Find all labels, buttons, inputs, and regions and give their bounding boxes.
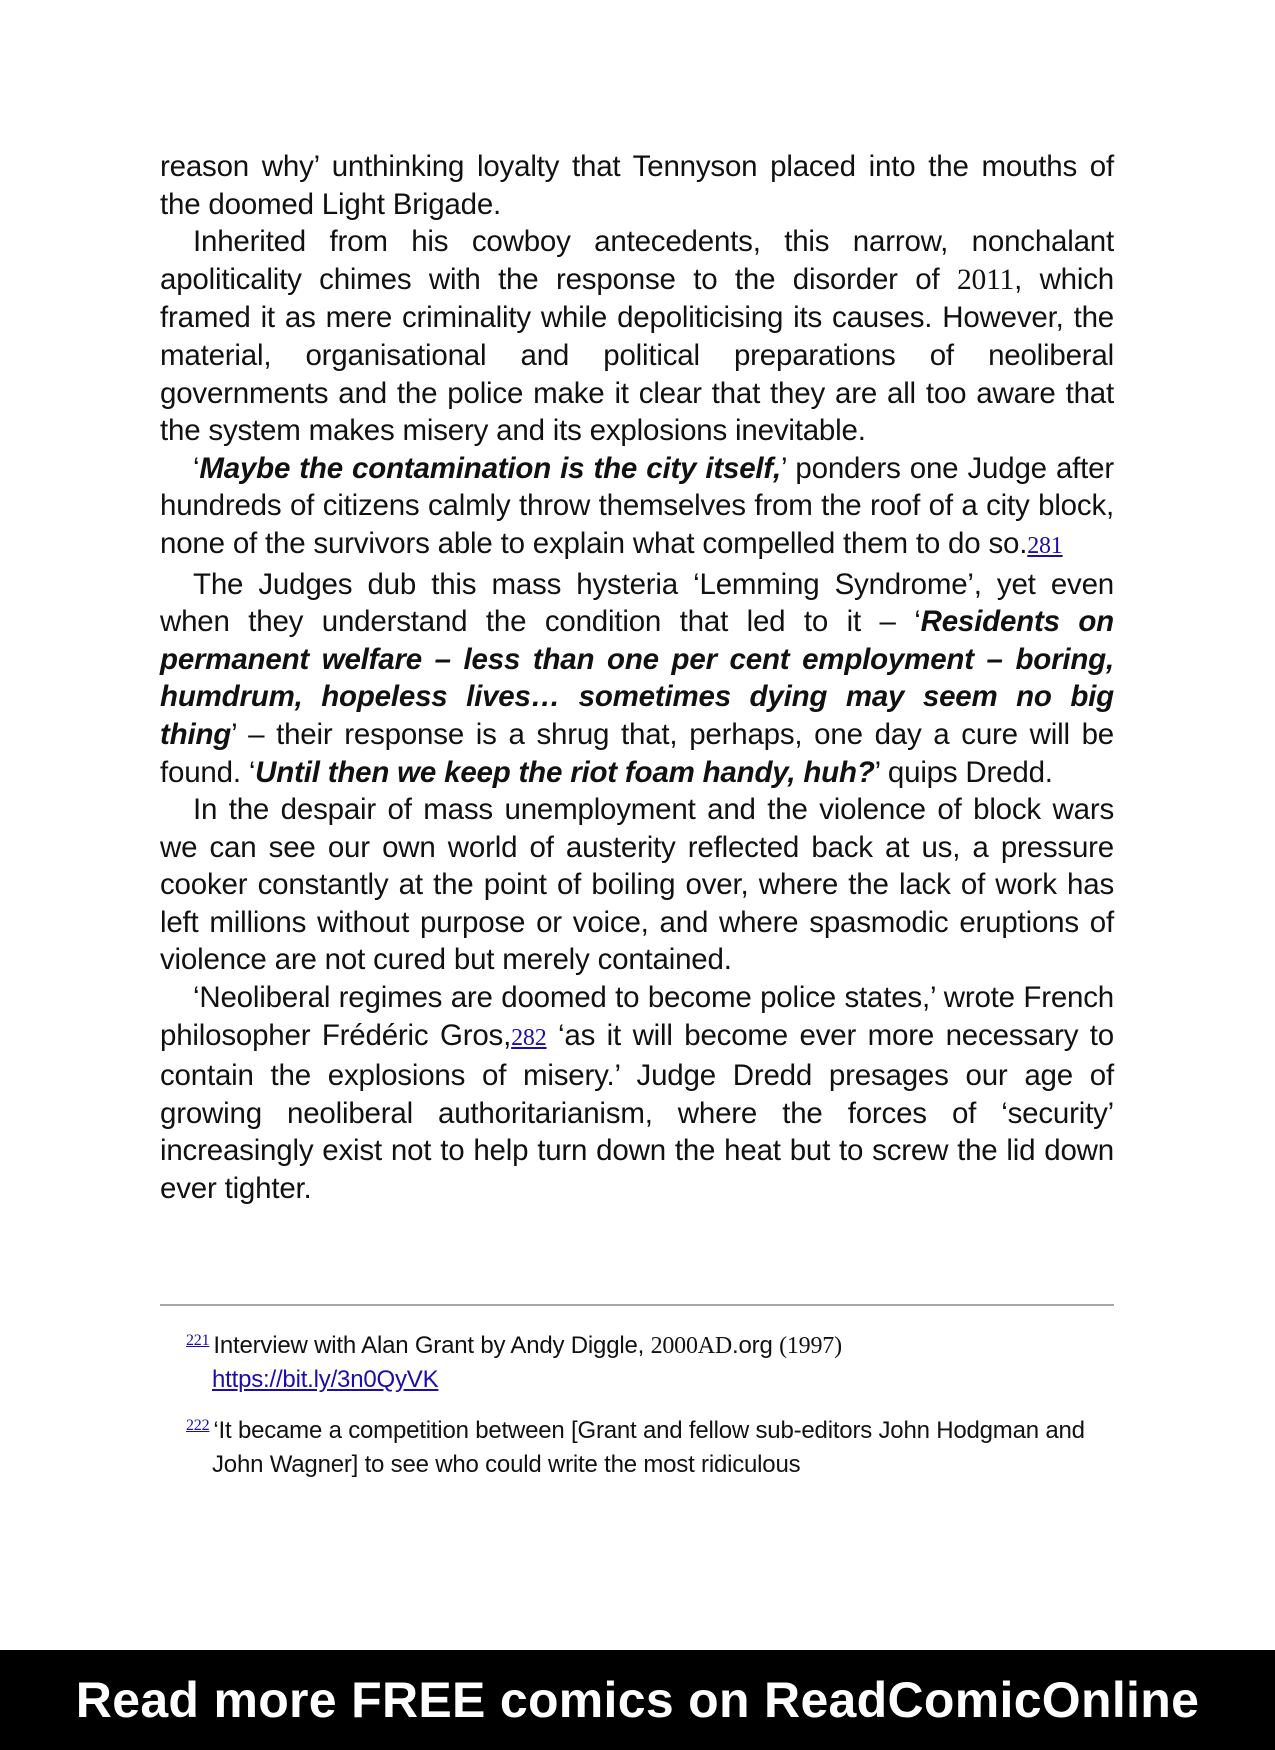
paragraph-1 [160,148,1114,223]
emphasized-quote: Residents on permanent welfare – less than one per cent employment – boring, humdrum, hopeless lives… sometimes dying may seem no big thing [160,605,1114,751]
paragraph-text: ‘as it will become ever more necessary to contain the explosions of misery.’ Judge Dredd presages our age of growing neoliberal authoritarianism, where the forces of ‘security’ increasingly exist not to help turn down the heat but to screw the lid down ever tighter. [160,1018,1114,1206]
paragraph-text: ’ ponders one Judge after hundreds of citizens calmly throw themselves from the roof of a city block, none of the survivors able to explain what compelled them to do so. [160,451,1114,560]
emphasized-quote: Maybe the contamination is the city itself, [199,451,782,485]
paragraph-text: , which framed it as mere criminality while depoliticising its causes. However, the material, organisational and political preparations of neoliberal governments and the police make it clear that they are all too aware that the system makes misery and its explosions inevitable. [160,262,1114,448]
footnote-url-link[interactable]: https://bit.ly/3n0QyVK [212,1366,439,1393]
paragraph-text: ‘Neoliberal regimes are doomed to become police states,’ wrote French philosopher Frédéric Gros, [160,981,1114,1052]
footnote-year: (1997) [779,1333,842,1359]
emphasized-quote: Until then we keep the riot foam handy, huh? [255,755,875,789]
paragraph-4 [160,566,1114,792]
footnote-text: ‘It became a competition between [Grant and fellow sub-editors John Hodgman and John Wagner] to see who could write the most ridiculous [212,1417,1085,1478]
footnote-222 [186,1409,1086,1482]
paragraph-text: The Judges dub this mass hysteria ‘Lemming Syndrome’, yet even when they understand the condition that led to it – ‘ [160,567,1114,639]
paragraph-text: reason why’ unthinking loyalty that Tennyson placed into the mouths of the doomed Light Brigade. [160,150,1114,221]
footnote-text: .org [732,1332,780,1359]
footnote-221 [186,1324,1086,1397]
promo-banner[interactable] [0,1650,1275,1750]
footnotes [186,1324,1086,1494]
footnote-divider [160,1304,1114,1306]
paragraph-text: Inherited from his cowboy antecedents, this narrow, nonchalant apoliticality chimes with the response to the disorder of [160,225,1114,296]
main-text [160,148,1114,1208]
paragraph-text: In the despair of mass unemployment and the violence of block wars we can see our own world of austerity reflected back at us, a pressure cooker constantly at the point of boiling over, where the lack of work has left millions without purpose or voice, and where spasmodic eruptions of violence are not cured but merely contained. [160,793,1114,977]
paragraph-text: ’ – their response is a shrug that, perhaps, one day a cure will be found. ‘ [160,717,1114,789]
year-number: 2011 [956,263,1015,296]
footnote-number[interactable]: 222 [186,1417,210,1434]
paragraph-5 [160,791,1114,979]
paragraph-text: ‘ [193,451,200,485]
footnote-link-282[interactable]: 282 [511,1024,547,1051]
footnote-site: 2000AD [650,1333,733,1359]
paragraph-6 [160,979,1114,1208]
paragraph-3 [160,450,1114,566]
paragraph-text: ’ quips Dredd. [874,755,1053,789]
promo-banner-text: Read more FREE comics on ReadComicOnline [75,1672,1200,1728]
paragraph-2 [160,223,1114,450]
footnote-link-281[interactable]: 281 [1027,532,1063,559]
footnote-text: Interview with Alan Grant by Andy Diggle, [213,1332,651,1359]
footnote-number[interactable]: 221 [186,1332,210,1349]
